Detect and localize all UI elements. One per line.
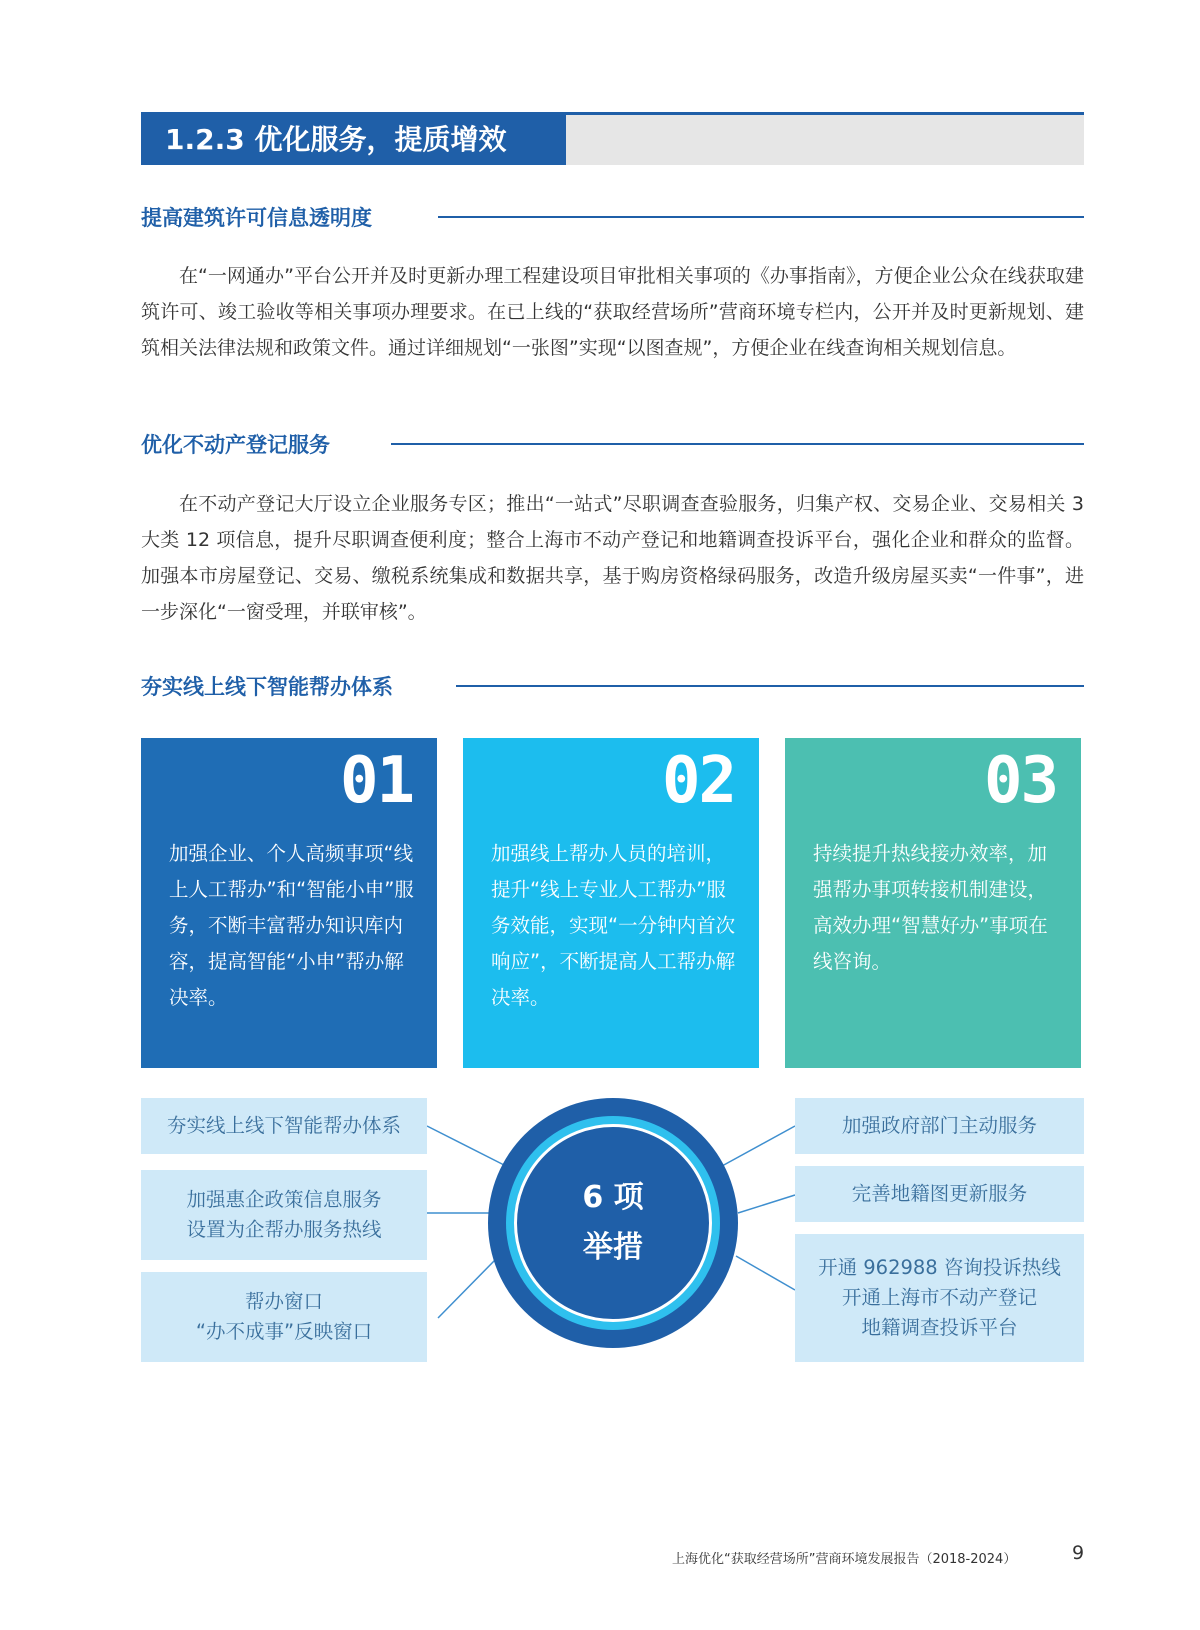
- card-number: 02: [661, 744, 735, 818]
- paragraph: 在“一网通办”平台公开并及时更新办理工程建设项目审批相关事项的《办事指南》，方便企业公众在线获取建筑许可、竣工验收等相关事项办理要求。在已上线的“获取经营场所”营商环境专栏内，公开并及时更新规划、建筑相关法律法规和政策文件。通过详细规划“一张图”实现“以图查规”，方便企业在线查询相关规划信息。: [141, 265, 1084, 359]
- card-text: 加强企业、个人高频事项“线上人工帮办”和“智能小申”服务，不断丰富帮办知识库内容，提高智能“小申”帮办解决率。: [169, 842, 414, 1009]
- measure-box-text: 加强惠企政策信息服务: [186, 1188, 382, 1211]
- measure-box-text: 完善地籍图更新服务: [851, 1182, 1028, 1205]
- center-label-line2: 举措: [583, 1230, 643, 1265]
- subsection-heading: 夯实线上线下智能帮办体系: [141, 675, 393, 699]
- measure-box: [141, 1098, 427, 1154]
- card-number: 01: [339, 744, 413, 818]
- connector-line: [738, 1195, 795, 1213]
- footer-report-title: 上海优化“获取经营场所”营商环境发展报告（2018-2024）: [672, 1552, 1017, 1567]
- paragraph: 在不动产登记大厅设立企业服务专区；推出“一站式”尽职调查查验服务，归集产权、交易企业、交易相关 3 大类 12 项信息，提升尽职调查便利度；整合上海市不动产登记和地籍调查投诉平台，强化企业和群众的监督。加强本市房屋登记、交易、缴税系统集成和数据共享，基于购房资格绿码服务，改造升级房屋买卖“一件事”，进一步深化“一窗受理，并联审核”。: [141, 493, 1084, 623]
- measure-box: [795, 1234, 1084, 1362]
- card-number: 03: [983, 744, 1057, 818]
- measure-box-text: 开通上海市不动产登记: [841, 1286, 1037, 1309]
- section-title: 1.2.3 优化服务，提质增效: [141, 115, 566, 165]
- center-circle: [514, 1124, 712, 1322]
- connector-line: [736, 1256, 795, 1290]
- card-text: 加强线上帮办人员的培训，提升“线上专业人工帮办”服务效能，实现“一分钟内首次响应”，不断提高人工帮办解决率。: [491, 842, 736, 1009]
- connector-line: [427, 1126, 506, 1166]
- measure-box-text: “办不成事”反映窗口: [195, 1320, 373, 1343]
- measure-box-text: 加强政府部门主动服务: [841, 1114, 1037, 1137]
- connector-line: [438, 1260, 495, 1318]
- measure-box: [795, 1166, 1084, 1222]
- card-text: 持续提升热线接办效率，加强帮办事项转接机制建设，高效办理“智慧好办”事项在线咨询。: [813, 842, 1048, 973]
- measure-box-text: 地籍调查投诉平台: [861, 1316, 1018, 1339]
- subsection-heading: 优化不动产登记服务: [141, 433, 330, 457]
- measure-box-text: 夯实线上线下智能帮办体系: [166, 1114, 401, 1137]
- subsection-heading: 提高建筑许可信息透明度: [141, 206, 372, 230]
- center-label-line1: 6 项: [582, 1180, 644, 1215]
- page-number: 9: [1072, 1542, 1085, 1564]
- measure-box: [795, 1098, 1084, 1154]
- measure-box-text: 帮办窗口: [244, 1290, 323, 1313]
- measure-box: [141, 1170, 427, 1260]
- measure-box: [141, 1272, 427, 1362]
- measure-box-text: 开通 962988 咨询投诉热线: [818, 1256, 1061, 1279]
- measure-box-text: 设置为企帮办服务热线: [186, 1218, 382, 1241]
- connector-line: [722, 1126, 795, 1166]
